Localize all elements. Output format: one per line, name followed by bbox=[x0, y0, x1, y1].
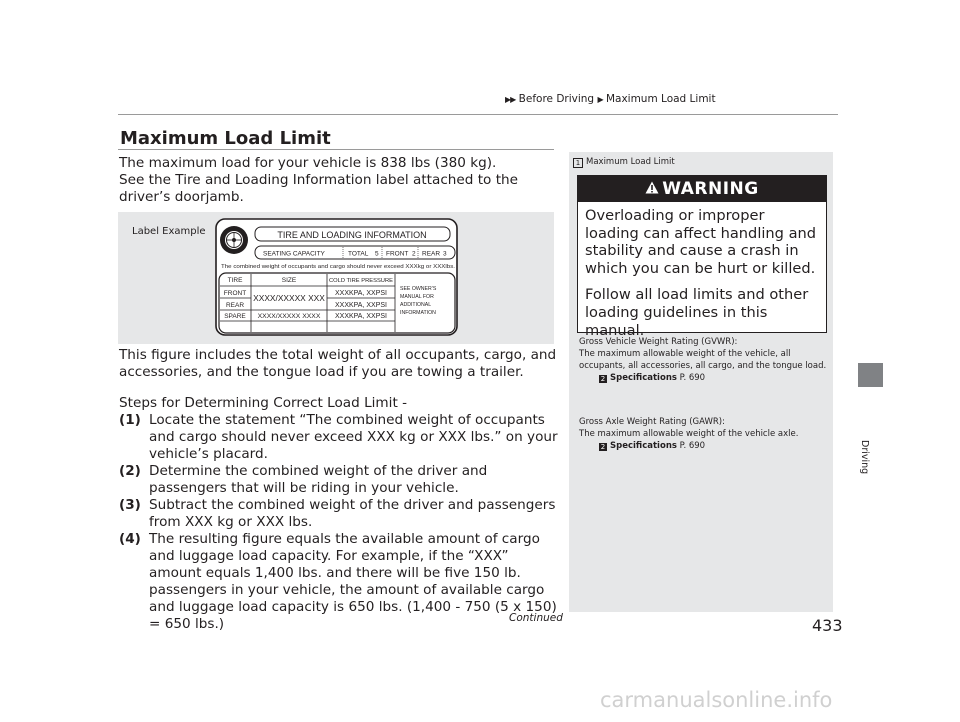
see-owners-line: ADDITIONAL bbox=[400, 302, 432, 308]
reference-arrow-icon: 2 bbox=[600, 375, 606, 383]
rear-value: 3 bbox=[443, 250, 447, 258]
intro-line: See the Tire and Loading Information label attached to the driver’s doorjamb. bbox=[119, 172, 518, 205]
seating-capacity: SEATING CAPACITY bbox=[263, 250, 325, 258]
see-owners-line: MANUAL FOR bbox=[400, 294, 434, 300]
step-item bbox=[119, 463, 559, 497]
row-front: FRONT bbox=[223, 290, 247, 297]
gvwr-ref-page: P. 690 bbox=[679, 373, 706, 383]
spare-pressure: XXXKPA, XXPSI bbox=[334, 313, 388, 320]
warning-label: WARNING bbox=[662, 179, 759, 199]
step-text: The resulting figure equals the available amount of cargo and luggage load capacity. For example, if the “XXX” amount equals 1,400 lbs. and there will be five 150 lb. passengers in your vehicle, the amount of available cargo and luggage load capacity is 650 lbs. (1,400 - 750 (5 x 150) = 650 lbs.) bbox=[149, 531, 557, 632]
page-title: Maximum Load Limit bbox=[120, 128, 331, 149]
step-item bbox=[119, 531, 559, 633]
total-value: 5 bbox=[375, 250, 379, 258]
col-size: SIZE bbox=[281, 277, 297, 284]
spare-size: XXXX/XXXXX XXXX bbox=[257, 313, 321, 320]
header-rule bbox=[118, 114, 838, 115]
gvwr-reference[interactable] bbox=[579, 372, 829, 384]
rear-pressure: XXXKPA, XXPSI bbox=[334, 302, 388, 309]
gawr-reference[interactable] bbox=[579, 440, 829, 452]
gvwr-text: The maximum allowable weight of the vehicle, all occupants, all accessories, all cargo, and the tongue load. bbox=[579, 349, 827, 371]
side-note-column bbox=[569, 152, 833, 612]
front-value: 2 bbox=[412, 250, 416, 258]
tire-icon bbox=[220, 226, 248, 254]
step-item bbox=[119, 412, 559, 463]
col-pressure: COLD TIRE PRESSURE bbox=[329, 278, 394, 284]
step-number: (2) bbox=[119, 463, 141, 479]
breadcrumb-item[interactable]: Maximum Load Limit bbox=[605, 93, 716, 105]
rear-label: REAR bbox=[422, 250, 441, 258]
label-heading: TIRE AND LOADING INFORMATION bbox=[277, 230, 427, 240]
continued-label: Continued bbox=[509, 612, 563, 624]
row-spare: SPARE bbox=[224, 313, 246, 320]
breadcrumb-item[interactable]: Before Driving bbox=[518, 93, 595, 105]
warning-text bbox=[578, 202, 826, 339]
gvwr-title: Gross Vehicle Weight Rating (GVWR): bbox=[579, 337, 738, 347]
tire-loading-label bbox=[215, 218, 458, 336]
chapter-tab[interactable] bbox=[858, 363, 883, 387]
chapter-tab-label: Driving bbox=[859, 440, 870, 475]
warning-box bbox=[577, 175, 827, 339]
steps-list bbox=[119, 412, 559, 633]
front-rear-size: XXXX/XXXXX XXX bbox=[253, 293, 325, 303]
gawr-ref-label[interactable]: Specifications bbox=[610, 441, 677, 451]
gawr-note bbox=[579, 416, 829, 452]
step-text: Locate the statement “The combined weight of occupants and cargo should never exceed XXX kg or XXX lbs.” on your vehicle’s placard. bbox=[149, 412, 558, 462]
breadcrumb bbox=[505, 93, 716, 105]
gvwr-note bbox=[579, 336, 829, 384]
intro-line: The maximum load for your vehicle is 838 lbs (380 kg). bbox=[119, 155, 497, 171]
gawr-ref-page: P. 690 bbox=[679, 441, 706, 451]
page-number: 433 bbox=[812, 616, 843, 635]
intro-paragraph bbox=[119, 155, 559, 206]
step-number: (4) bbox=[119, 531, 141, 547]
see-owners-line: INFORMATION bbox=[400, 310, 436, 316]
title-rule bbox=[118, 149, 554, 150]
see-owners-line: SEE OWNER’S bbox=[400, 286, 437, 292]
watermark: carmanualsonline.info bbox=[600, 688, 833, 712]
label-example-caption: Label Example bbox=[132, 226, 206, 237]
gawr-title: Gross Axle Weight Rating (GAWR): bbox=[579, 417, 725, 427]
label-example-panel bbox=[118, 212, 554, 344]
row-rear: REAR bbox=[225, 302, 245, 309]
gvwr-ref-label[interactable]: Specifications bbox=[610, 373, 677, 383]
warning-paragraph: Follow all load limits and other loading guidelines in this manual. bbox=[585, 286, 809, 339]
front-label: FRONT bbox=[386, 250, 409, 258]
front-pressure: XXXKPA, XXPSI bbox=[334, 290, 388, 297]
step-item bbox=[119, 497, 559, 531]
step-text: Subtract the combined weight of the driver and passengers from XXX kg or XXX lbs. bbox=[149, 497, 556, 530]
breadcrumb-arrow-icon: ▶ bbox=[597, 95, 603, 104]
step-number: (1) bbox=[119, 412, 141, 428]
weight-note: The combined weight of occupants and cargo should never exceed XXXkg or XXXlbs. bbox=[221, 264, 455, 270]
steps-heading: Steps for Determining Correct Load Limit - bbox=[119, 395, 408, 411]
step-number: (3) bbox=[119, 497, 141, 513]
reference-arrow-icon: 2 bbox=[600, 443, 606, 451]
side-note-title bbox=[573, 157, 675, 168]
warning-triangle-icon bbox=[645, 176, 659, 202]
col-tire: TIRE bbox=[227, 277, 243, 284]
total-label: TOTAL bbox=[348, 250, 369, 258]
side-note-title-text: Maximum Load Limit bbox=[586, 157, 675, 167]
breadcrumb-arrow-icon: ▶▶ bbox=[505, 95, 516, 104]
warning-paragraph: Overloading or improper loading can affect handling and stability and cause a crash in which you can be hurt or killed. bbox=[585, 207, 817, 277]
gawr-text: The maximum allowable weight of the vehicle axle. bbox=[579, 429, 799, 439]
warning-header bbox=[578, 176, 826, 202]
step-text: Determine the combined weight of the driver and passengers that will be riding in your vehicle. bbox=[149, 463, 488, 496]
figure-paragraph: This figure includes the total weight of all occupants, cargo, and accessories, and the tongue load if you are towing a trailer. bbox=[119, 347, 557, 380]
note-marker-icon: 1 bbox=[573, 158, 583, 168]
